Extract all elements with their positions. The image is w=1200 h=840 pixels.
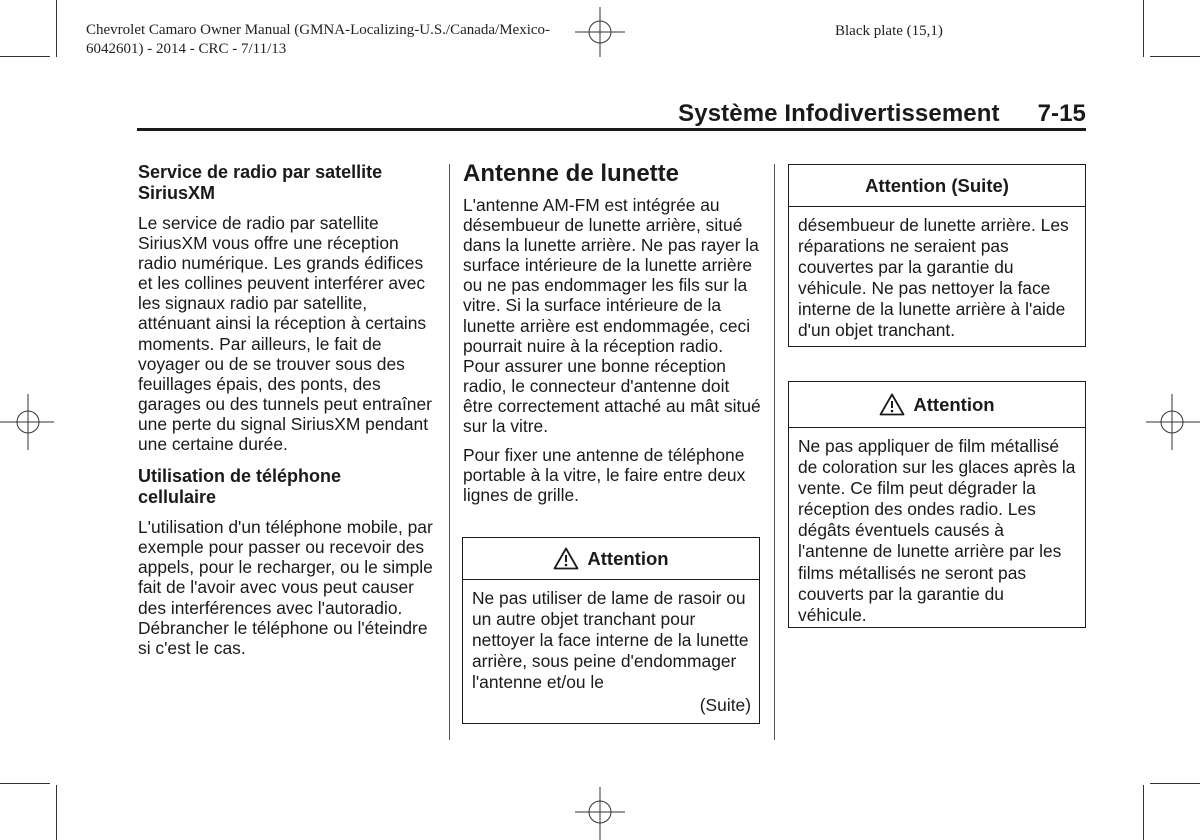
registration-mark-icon — [0, 392, 56, 452]
paragraph-cell-phone: L'utilisation d'un téléphone mobile, par exemple pour passer ou recevoir des appels, pour le recharger, ou le simple fait de l'avoir avec vous peut causer des interférences avec l'autoradio. Débrancher le téléphone ou l'éteindre si c'est le cas. — [138, 517, 433, 658]
heading-satellite-radio: Service de radio par satellite SiriusXM — [138, 162, 383, 203]
print-plate: Black plate (15,1) — [835, 23, 943, 39]
header-rule — [137, 128, 1086, 131]
continued-label: (Suite) — [699, 695, 751, 716]
crop-mark — [1150, 56, 1200, 57]
attention-continued-box — [788, 164, 1086, 347]
print-header-line1: Chevrolet Camaro Owner Manual (GMNA-Localizing-U.S./Canada/Mexico- — [86, 22, 551, 38]
registration-mark-icon — [570, 2, 630, 62]
registration-mark-icon — [1144, 392, 1200, 452]
print-header — [86, 21, 626, 59]
attention-title: Attention — [587, 547, 669, 569]
attention-body: Ne pas utiliser de lame de rasoir ou un autre objet tranchant pour nettoyer la face interne de la lunette arrière, sous peine d'endommager l'antenne et/ou le — [472, 588, 749, 693]
crop-mark — [1150, 783, 1200, 784]
registration-mark-icon — [570, 782, 630, 840]
section-title: Système Infodivertissement — [678, 100, 1000, 127]
print-header-line2: 6042601) - 2014 - CRC - 7/11/13 — [86, 41, 287, 57]
attention-box — [788, 381, 1086, 628]
crop-mark — [1143, 785, 1144, 840]
attention-continued-title: Attention (Suite) — [865, 174, 1009, 196]
column-divider — [774, 164, 775, 740]
attention-continued-title-bar — [789, 165, 1085, 207]
crop-mark — [56, 0, 57, 57]
warning-triangle-icon — [553, 547, 579, 570]
attention-title-bar — [789, 382, 1085, 428]
warning-triangle-icon — [879, 393, 905, 416]
crop-mark — [0, 56, 50, 57]
attention-title: Attention — [913, 393, 995, 415]
paragraph-satellite-radio: Le service de radio par satellite SiriusXM vous offre une réception radio numérique. Les grands édifices et les collines peuvent interférer avec les signaux radio par satellite, atténuant ainsi la réception à certains moments. Par ailleurs, le fait de voyager ou de se trouver sous des feuillages épais, des ponts, des garages ou des tunnels peut entraîner une perte du signal SiriusXM pendant une certaine durée. — [138, 213, 432, 455]
paragraph-antenna: L'antenne AM-FM est intégrée au désembueur de lunette arrière, situé dans la lunette arrière. Ne pas rayer la surface intérieure de la lunette arrière ou ne pas endommager les fils sur la vitre. Si la surface intérieure de la lunette arrière est endommagée, ceci pourrait nuire à la réception radio. Pour assurer une bonne réception radio, le connecteur d'antenne doit être correctement attaché au mât situé sur la vitre. — [463, 195, 761, 437]
attention-title-bar — [463, 538, 759, 580]
paragraph-phone-antenna: Pour fixer une antenne de téléphone portable à la vitre, le faire entre deux lignes de grille. — [463, 445, 746, 506]
column-divider — [449, 164, 450, 740]
attention-body: Ne pas appliquer de film métallisé de coloration sur les glaces après la vente. Ce film peut dégrader la réception des ondes radio. Les dégâts éventuels causés à l'antenne de lunette arrière par les films métallisés ne seront pas couverts par la garantie du véhicule. — [798, 436, 1076, 625]
crop-mark — [0, 783, 50, 784]
section-header — [678, 100, 1086, 128]
page-number: 7-15 — [1037, 100, 1086, 127]
crop-mark — [56, 785, 57, 840]
heading-cell-phone: Utilisation de téléphone cellulaire — [138, 466, 342, 508]
attention-box — [462, 537, 760, 724]
attention-continued-body: désembueur de lunette arrière. Les réparations ne seraient pas couvertes par la garantie du véhicule. Ne pas nettoyer la face interne de la lunette arrière à l'aide d'un objet tranchant. — [798, 215, 1069, 341]
column-2 — [463, 160, 763, 505]
crop-mark — [1143, 0, 1144, 57]
column-1 — [138, 162, 438, 658]
heading-rear-window-antenna: Antenne de lunette — [463, 160, 680, 187]
